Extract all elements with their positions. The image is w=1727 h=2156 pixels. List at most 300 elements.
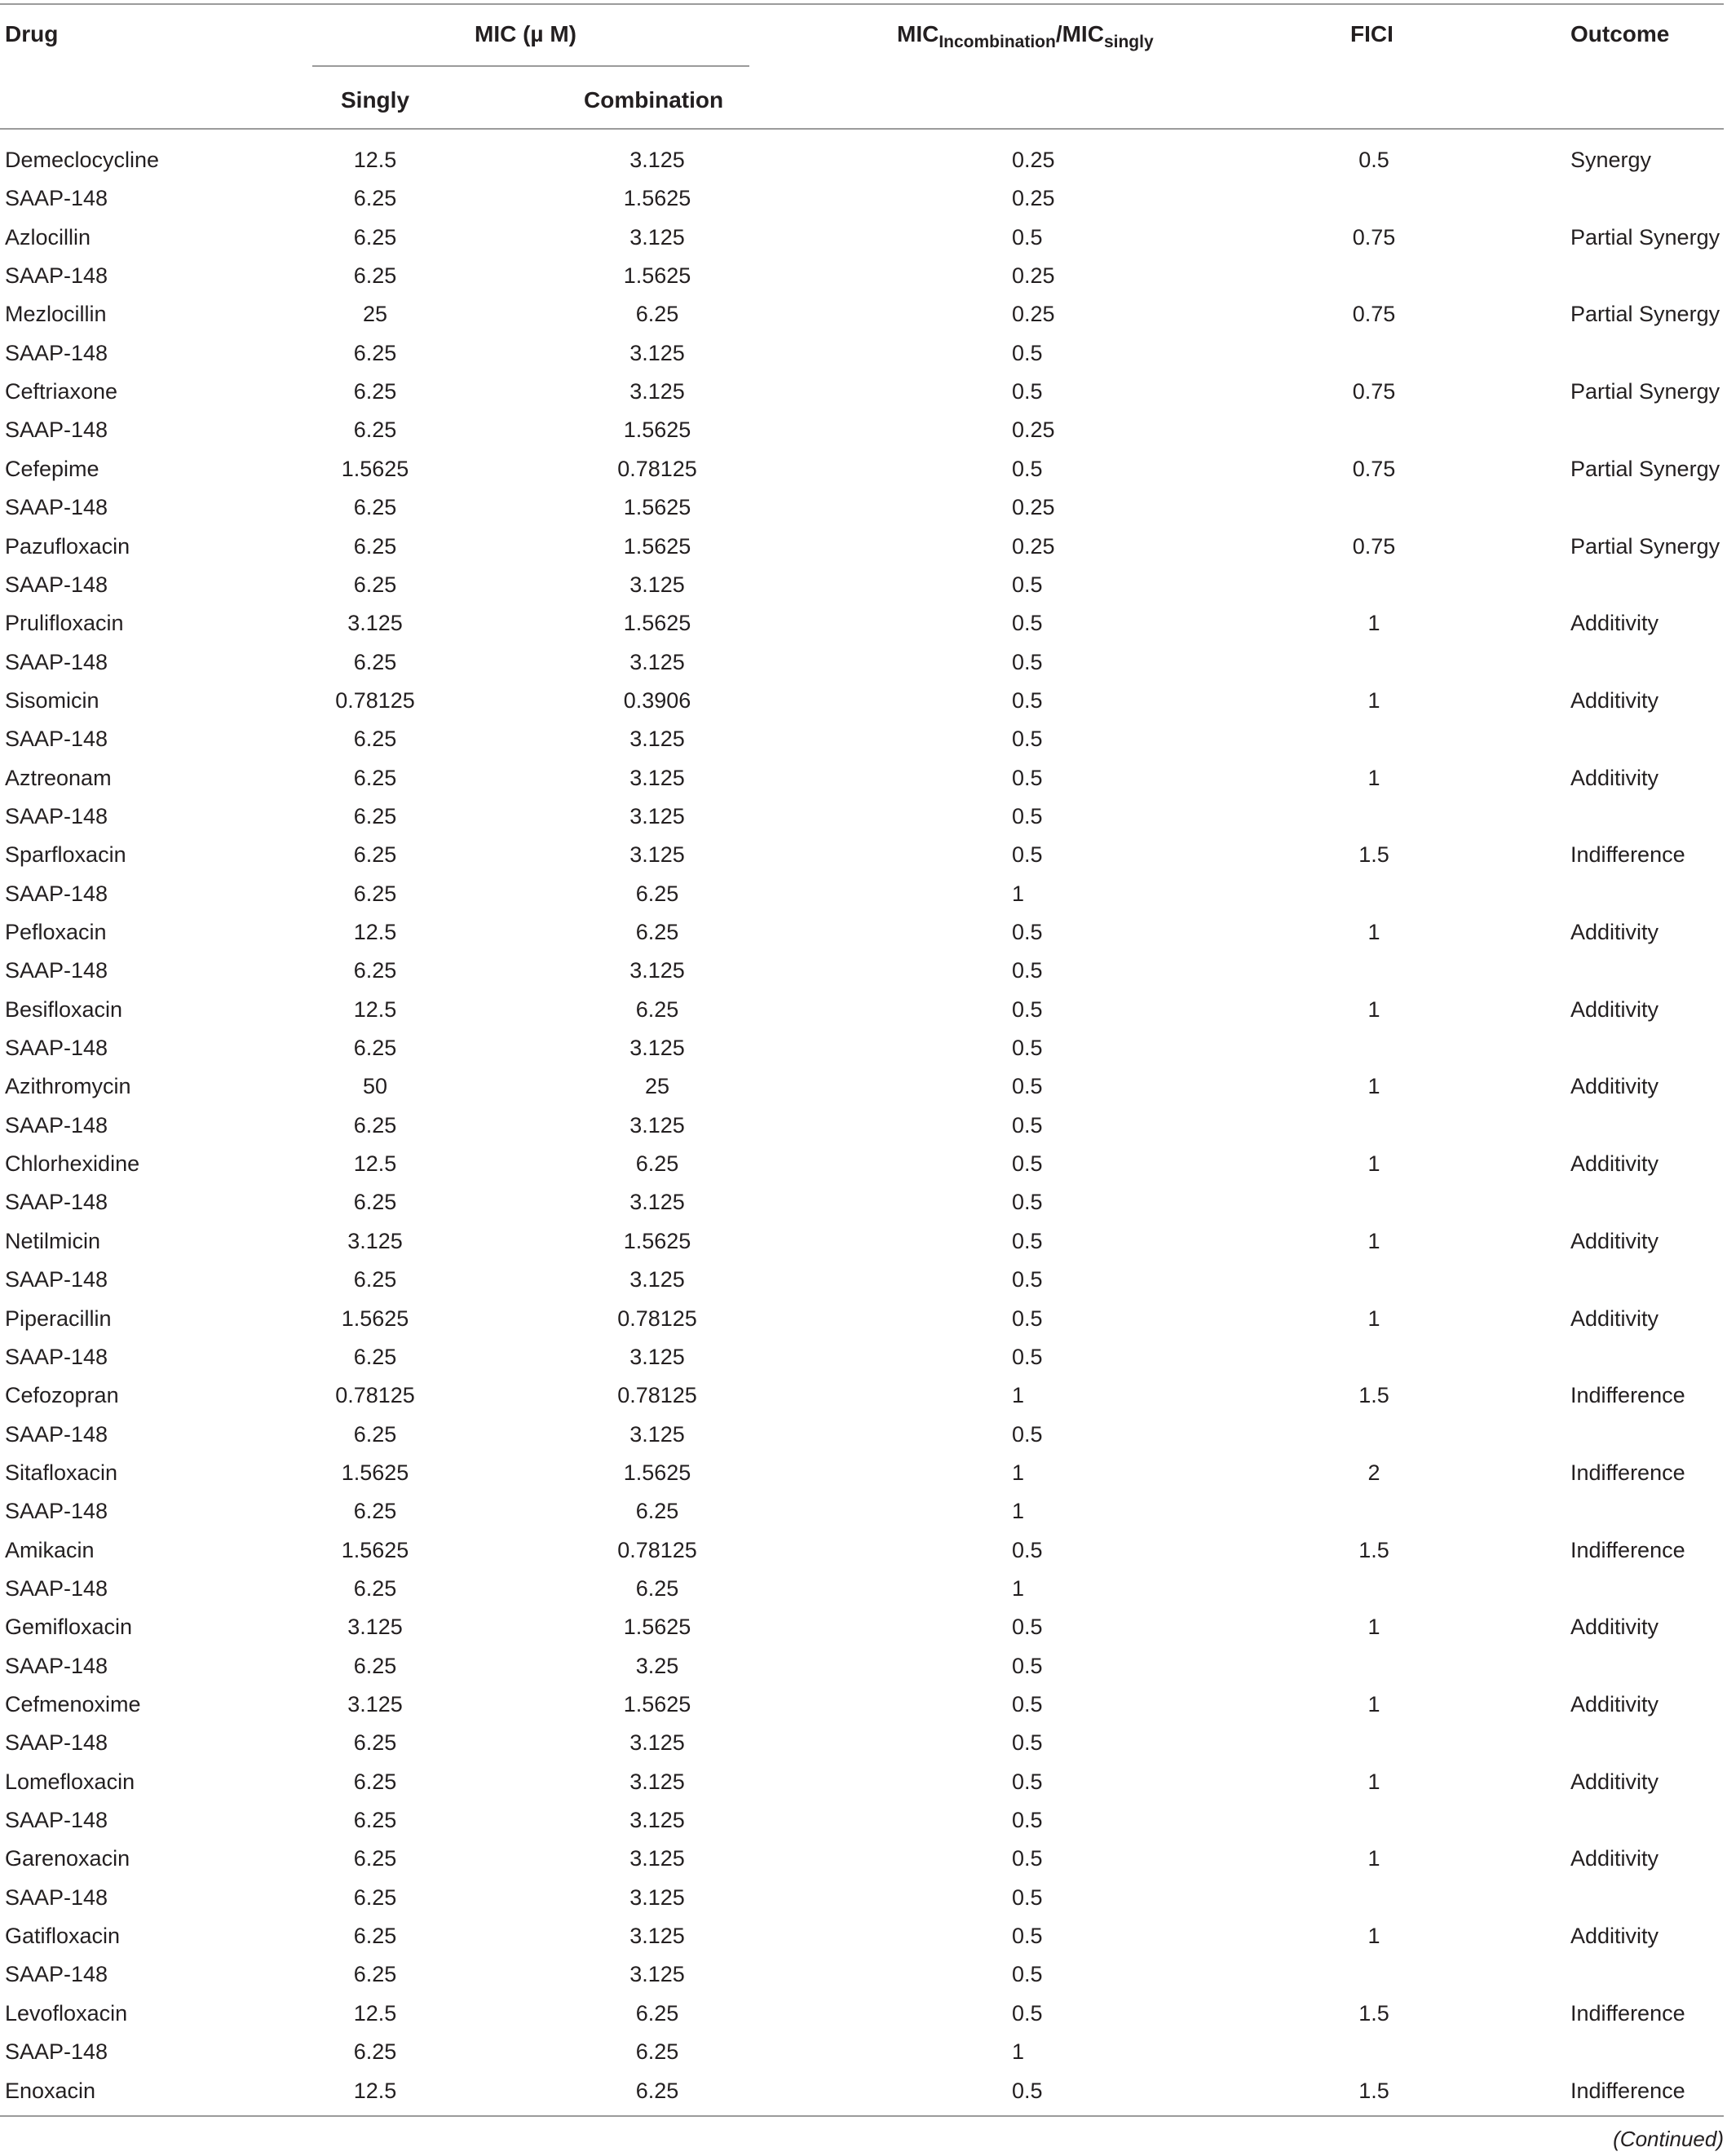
outcome-cell: Additivity	[1570, 687, 1659, 713]
outcome-cell: Additivity	[1570, 1924, 1659, 1949]
drug-cell: SAAP-148	[5, 958, 108, 983]
outcome-cell: Additivity	[1570, 1692, 1659, 1716]
table-row	[0, 796, 1727, 834]
table-row	[0, 1838, 1727, 1876]
fici-cell: 2	[1367, 1460, 1380, 1485]
drug-cell: SAAP-148	[5, 263, 108, 289]
combination-cell: 0.78125	[617, 456, 697, 481]
table-row	[0, 1646, 1727, 1684]
ratio-cell: 0.5	[1012, 1190, 1043, 1215]
drug-cell: SAAP-148	[5, 649, 108, 674]
combination-cell: 1.5625	[623, 186, 691, 211]
table-row	[0, 1606, 1727, 1645]
singly-cell: 6.25	[353, 1962, 397, 1987]
combination-cell: 3.125	[629, 1190, 685, 1215]
table-row	[0, 680, 1727, 718]
combination-cell: 3.125	[629, 224, 685, 250]
table-row	[0, 178, 1727, 216]
table-row	[0, 1684, 1727, 1722]
ratio-cell: 1	[1012, 1499, 1025, 1524]
table-row	[0, 294, 1727, 332]
table-row	[0, 1800, 1727, 1838]
drug-cell: Mezlocillin	[5, 302, 107, 327]
ratio-cell: 0.5	[1012, 1306, 1043, 1331]
drug-cell: Sisomicin	[5, 687, 99, 713]
combination-cell: 25	[644, 1074, 670, 1099]
table-row	[0, 1066, 1727, 1104]
combination-cell: 3.125	[629, 727, 685, 752]
combination-cell: 6.25	[635, 1499, 679, 1524]
combination-cell: 1.5625	[623, 611, 691, 636]
drug-cell: SAAP-148	[5, 1653, 108, 1678]
combination-cell: 3.125	[629, 340, 685, 365]
table-row	[0, 950, 1727, 988]
fici-cell: 1	[1367, 765, 1380, 790]
header-mic-group: MIC (µ M)	[475, 21, 576, 46]
ratio-cell: 0.5	[1012, 1228, 1043, 1253]
ratio-cell: 0.5	[1012, 765, 1043, 790]
table-row	[0, 139, 1727, 178]
combination-cell: 3.125	[629, 1730, 685, 1756]
drug-cell: Aztreonam	[5, 765, 112, 790]
singly-cell: 6.25	[353, 533, 397, 559]
header-drug: Drug	[5, 21, 59, 46]
ratio-cell: 0.5	[1012, 1653, 1043, 1678]
combination-cell: 6.25	[635, 2078, 679, 2103]
combination-cell: 3.125	[629, 765, 685, 790]
combination-cell: 1.5625	[623, 1692, 691, 1716]
ratio-cell: 0.5	[1012, 1112, 1043, 1138]
ratio-cell: 0.5	[1012, 224, 1043, 250]
combination-cell: 3.125	[629, 1924, 685, 1949]
table-row	[0, 1414, 1727, 1452]
table-top-rule	[0, 3, 1724, 5]
header-ratio-sub1: Incombination	[939, 33, 1056, 51]
ratio-cell: 0.5	[1012, 1036, 1043, 1061]
combination-cell: 3.125	[629, 803, 685, 828]
drug-cell: SAAP-148	[5, 418, 108, 443]
singly-cell: 6.25	[353, 1267, 397, 1292]
combination-cell: 6.25	[635, 881, 679, 906]
singly-cell: 3.125	[347, 1615, 403, 1640]
table-row	[0, 371, 1727, 409]
ratio-cell: 0.25	[1012, 302, 1055, 327]
fici-cell: 1	[1367, 1615, 1380, 1640]
outcome-cell: Partial Synergy	[1570, 379, 1720, 404]
ratio-cell: 0.25	[1012, 263, 1055, 289]
singly-cell: 12.5	[353, 996, 397, 1022]
drug-cell: Garenoxacin	[5, 1846, 130, 1871]
table-row	[0, 912, 1727, 950]
table-row	[0, 1915, 1727, 1954]
drug-cell: Amikacin	[5, 1537, 95, 1562]
table-row	[0, 1027, 1727, 1066]
drug-cell: SAAP-148	[5, 1267, 108, 1292]
outcome-cell: Partial Synergy	[1570, 533, 1720, 559]
drug-cell: SAAP-148	[5, 2039, 108, 2065]
combination-cell: 3.125	[629, 572, 685, 597]
combination-cell: 3.125	[629, 1808, 685, 1833]
fici-cell: 1	[1367, 687, 1380, 713]
table-row	[0, 2031, 1727, 2070]
combination-cell: 3.125	[629, 1846, 685, 1871]
fici-cell: 0.75	[1352, 379, 1396, 404]
ratio-cell: 0.5	[1012, 379, 1043, 404]
table-row	[0, 217, 1727, 255]
ratio-cell: 0.25	[1012, 418, 1055, 443]
ratio-cell: 0.5	[1012, 1537, 1043, 1562]
ratio-cell: 0.5	[1012, 1846, 1043, 1871]
drug-cell: SAAP-148	[5, 1112, 108, 1138]
drug-cell: Enoxacin	[5, 2078, 96, 2103]
ratio-cell: 0.25	[1012, 148, 1055, 172]
drug-cell: Sitafloxacin	[5, 1460, 118, 1485]
combination-cell: 6.25	[635, 920, 679, 944]
singly-cell: 50	[362, 1074, 388, 1099]
header-ratio-main: MIC	[897, 21, 939, 46]
singly-cell: 6.25	[353, 1499, 397, 1524]
table-row	[0, 1993, 1727, 2031]
drug-cell: Azithromycin	[5, 1074, 131, 1099]
table-row	[0, 1259, 1727, 1297]
ratio-cell: 0.5	[1012, 727, 1043, 752]
fici-cell: 1	[1367, 920, 1380, 944]
singly-cell: 6.25	[353, 958, 397, 983]
singly-cell: 3.125	[347, 611, 403, 636]
ratio-cell: 0.5	[1012, 1808, 1043, 1833]
fici-cell: 1.5	[1358, 1383, 1389, 1408]
singly-cell: 6.25	[353, 1190, 397, 1215]
drug-cell: Chlorhexidine	[5, 1151, 140, 1177]
combination-cell: 6.25	[635, 1575, 679, 1601]
outcome-cell: Additivity	[1570, 1074, 1659, 1099]
drug-cell: Demeclocycline	[5, 148, 160, 172]
outcome-cell: Indifference	[1570, 842, 1685, 868]
fici-cell: 1	[1367, 1692, 1380, 1716]
table-row	[0, 1375, 1727, 1413]
combination-cell: 3.125	[629, 1962, 685, 1987]
ratio-cell: 0.5	[1012, 687, 1043, 713]
singly-cell: 6.25	[353, 1036, 397, 1061]
table-row	[0, 642, 1727, 680]
drug-cell: Lomefloxacin	[5, 1769, 135, 1794]
drug-cell: SAAP-148	[5, 1884, 108, 1910]
outcome-cell: Indifference	[1570, 1537, 1685, 1562]
outcome-cell: Indifference	[1570, 2078, 1685, 2103]
singly-cell: 3.125	[347, 1228, 403, 1253]
ratio-cell: 0.5	[1012, 649, 1043, 674]
ratio-cell: 0.5	[1012, 842, 1043, 868]
fici-cell: 1	[1367, 1924, 1380, 1949]
outcome-cell: Additivity	[1570, 996, 1659, 1022]
combination-cell: 3.125	[629, 1769, 685, 1794]
outcome-cell: Additivity	[1570, 765, 1659, 790]
drug-cell: Gatifloxacin	[5, 1924, 121, 1949]
combination-cell: 1.5625	[623, 418, 691, 443]
table-row	[0, 1530, 1727, 1568]
table-row	[0, 1143, 1727, 1182]
singly-cell: 1.5625	[341, 1537, 409, 1562]
singly-cell: 6.25	[353, 881, 397, 906]
combination-cell: 0.78125	[617, 1537, 697, 1562]
ratio-cell: 0.5	[1012, 2000, 1043, 2026]
ratio-cell: 0.5	[1012, 1769, 1043, 1794]
drug-cell: SAAP-148	[5, 186, 108, 211]
singly-cell: 6.25	[353, 1730, 397, 1756]
combination-cell: 1.5625	[623, 533, 691, 559]
table-row	[0, 989, 1727, 1027]
singly-cell: 1.5625	[341, 456, 409, 481]
ratio-cell: 0.5	[1012, 2078, 1043, 2103]
table-row	[0, 1761, 1727, 1800]
drug-cell: SAAP-148	[5, 1575, 108, 1601]
combination-cell: 0.78125	[617, 1306, 697, 1331]
drug-cell: Gemifloxacin	[5, 1615, 133, 1640]
singly-cell: 6.25	[353, 2039, 397, 2065]
fici-cell: 1	[1367, 1306, 1380, 1331]
singly-cell: 3.125	[347, 1692, 403, 1716]
combination-cell: 1.5625	[623, 263, 691, 289]
table-row	[0, 1336, 1727, 1375]
table-row	[0, 448, 1727, 487]
header-ratio	[897, 21, 1154, 52]
combination-cell: 3.125	[629, 1421, 685, 1447]
ratio-cell: 1	[1012, 1383, 1025, 1408]
combination-cell: 3.125	[629, 1344, 685, 1369]
drug-cell: Besifloxacin	[5, 996, 123, 1022]
combination-cell: 3.125	[629, 1267, 685, 1292]
header-ratio-sub2: singly	[1103, 33, 1154, 51]
drug-cell: Pazufloxacin	[5, 533, 130, 559]
singly-cell: 12.5	[353, 2078, 397, 2103]
singly-cell: 12.5	[353, 1151, 397, 1177]
outcome-cell: Additivity	[1570, 1306, 1659, 1331]
combination-cell: 1.5625	[623, 1460, 691, 1485]
header-singly: Singly	[341, 87, 410, 113]
table-row	[0, 409, 1727, 448]
ratio-cell: 0.5	[1012, 1924, 1043, 1949]
combination-cell: 3.125	[629, 842, 685, 868]
fici-cell: 1.5	[1358, 2000, 1389, 2026]
drug-cell: Netilmicin	[5, 1228, 101, 1253]
table-row	[0, 718, 1727, 757]
drug-cell: Ceftriaxone	[5, 379, 118, 404]
ratio-cell: 0.5	[1012, 1074, 1043, 1099]
singly-cell: 1.5625	[341, 1306, 409, 1331]
combination-cell: 6.25	[635, 2000, 679, 2026]
drug-cell: SAAP-148	[5, 881, 108, 906]
table-row	[0, 873, 1727, 912]
combination-cell: 1.5625	[623, 495, 691, 520]
drug-cell: Pefloxacin	[5, 920, 107, 944]
combination-cell: 0.3906	[623, 687, 691, 713]
combination-cell: 3.25	[635, 1653, 679, 1678]
singly-cell: 6.25	[353, 572, 397, 597]
fici-cell: 0.75	[1352, 456, 1396, 481]
fici-cell: 1.5	[1358, 1537, 1389, 1562]
fici-cell: 0.5	[1358, 148, 1389, 172]
table-row	[0, 758, 1727, 796]
drug-cell: SAAP-148	[5, 1036, 108, 1061]
singly-cell: 6.25	[353, 224, 397, 250]
table-row	[0, 834, 1727, 873]
singly-cell: 6.25	[353, 1112, 397, 1138]
combination-cell: 6.25	[635, 996, 679, 1022]
table-row	[0, 2070, 1727, 2109]
singly-cell: 1.5625	[341, 1460, 409, 1485]
table-row	[0, 1298, 1727, 1336]
ratio-cell: 0.5	[1012, 1421, 1043, 1447]
singly-cell: 6.25	[353, 727, 397, 752]
ratio-cell: 0.5	[1012, 1730, 1043, 1756]
ratio-cell: 0.5	[1012, 1344, 1043, 1369]
ratio-cell: 0.5	[1012, 1884, 1043, 1910]
drug-cell: Levofloxacin	[5, 2000, 128, 2026]
drug-cell: Prulifloxacin	[5, 611, 124, 636]
singly-cell: 6.25	[353, 649, 397, 674]
table-row	[0, 1182, 1727, 1220]
drug-cell: Piperacillin	[5, 1306, 112, 1331]
ratio-cell: 0.5	[1012, 1267, 1043, 1292]
ratio-cell: 0.25	[1012, 495, 1055, 520]
combination-cell: 3.125	[629, 1112, 685, 1138]
fici-cell: 1	[1367, 1151, 1380, 1177]
fici-cell: 0.75	[1352, 224, 1396, 250]
drug-cell: SAAP-148	[5, 1190, 108, 1215]
fici-cell: 1	[1367, 611, 1380, 636]
singly-cell: 0.78125	[335, 687, 415, 713]
table-row	[0, 1954, 1727, 1992]
ratio-cell: 0.5	[1012, 1151, 1043, 1177]
singly-cell: 6.25	[353, 1344, 397, 1369]
drug-cell: Cefmenoxime	[5, 1692, 141, 1716]
ratio-cell: 0.5	[1012, 340, 1043, 365]
outcome-cell: Additivity	[1570, 1151, 1659, 1177]
outcome-cell: Additivity	[1570, 1846, 1659, 1871]
continued-note: (Continued)	[1613, 2127, 1724, 2151]
combination-cell: 6.25	[635, 1151, 679, 1177]
singly-cell: 6.25	[353, 495, 397, 520]
singly-cell: 6.25	[353, 1575, 397, 1601]
drug-cell: Cefepime	[5, 456, 99, 481]
ratio-cell: 0.25	[1012, 186, 1055, 211]
singly-cell: 12.5	[353, 2000, 397, 2026]
fici-cell: 1	[1367, 1228, 1380, 1253]
combination-cell: 3.125	[629, 1036, 685, 1061]
ratio-cell: 1	[1012, 1460, 1025, 1485]
singly-cell: 6.25	[353, 803, 397, 828]
combination-cell: 1.5625	[623, 1228, 691, 1253]
drug-cell: SAAP-148	[5, 572, 108, 597]
table-row	[0, 603, 1727, 641]
singly-cell: 6.25	[353, 1884, 397, 1910]
drug-cell: SAAP-148	[5, 1730, 108, 1756]
singly-cell: 6.25	[353, 842, 397, 868]
singly-cell: 6.25	[353, 418, 397, 443]
outcome-cell: Indifference	[1570, 2000, 1685, 2026]
table-row	[0, 1568, 1727, 1606]
drug-cell: SAAP-148	[5, 340, 108, 365]
fici-cell: 1.5	[1358, 842, 1389, 868]
ratio-cell: 0.5	[1012, 920, 1043, 944]
fici-cell: 0.75	[1352, 302, 1396, 327]
ratio-cell: 0.5	[1012, 611, 1043, 636]
singly-cell: 6.25	[353, 1769, 397, 1794]
drug-cell: SAAP-148	[5, 495, 108, 520]
fici-cell: 1	[1367, 1074, 1380, 1099]
table-row	[0, 333, 1727, 371]
combination-cell: 0.78125	[617, 1383, 697, 1408]
singly-cell: 12.5	[353, 148, 397, 172]
outcome-cell: Indifference	[1570, 1383, 1685, 1408]
ratio-cell: 0.5	[1012, 1692, 1043, 1716]
outcome-cell: Synergy	[1570, 148, 1652, 172]
outcome-cell: Partial Synergy	[1570, 224, 1720, 250]
table-row	[0, 487, 1727, 525]
ratio-cell: 1	[1012, 2039, 1025, 2065]
table-row	[0, 526, 1727, 564]
header-ratio-sep: /MIC	[1055, 21, 1104, 46]
ratio-cell: 1	[1012, 881, 1025, 906]
drug-cell: SAAP-148	[5, 727, 108, 752]
outcome-cell: Additivity	[1570, 920, 1659, 944]
fici-cell: 1	[1367, 996, 1380, 1022]
singly-cell: 6.25	[353, 1846, 397, 1871]
combination-cell: 3.125	[629, 1884, 685, 1910]
drug-cell: SAAP-148	[5, 1344, 108, 1369]
singly-cell: 6.25	[353, 263, 397, 289]
singly-cell: 6.25	[353, 1421, 397, 1447]
table-header-rule	[0, 128, 1724, 130]
drug-cell: Cefozopran	[5, 1383, 119, 1408]
table-row	[0, 1221, 1727, 1259]
singly-cell: 0.78125	[335, 1383, 415, 1408]
header-mic-underline	[312, 65, 749, 67]
combination-cell: 3.125	[629, 958, 685, 983]
fici-cell: 1.5	[1358, 2078, 1389, 2103]
table-bottom-rule	[0, 2115, 1724, 2117]
drug-cell: SAAP-148	[5, 1499, 108, 1524]
combination-cell: 6.25	[635, 2039, 679, 2065]
ratio-cell: 0.5	[1012, 1615, 1043, 1640]
combination-cell: 6.25	[635, 302, 679, 327]
singly-cell: 12.5	[353, 920, 397, 944]
combination-cell: 3.125	[629, 148, 685, 172]
table-row	[0, 1452, 1727, 1491]
ratio-cell: 0.5	[1012, 996, 1043, 1022]
singly-cell: 6.25	[353, 1653, 397, 1678]
header-outcome: Outcome	[1570, 21, 1670, 46]
ratio-cell: 0.25	[1012, 533, 1055, 559]
table-row	[0, 255, 1727, 294]
ratio-cell: 0.5	[1012, 803, 1043, 828]
combination-cell: 1.5625	[623, 1615, 691, 1640]
drug-cell: Azlocillin	[5, 224, 91, 250]
table-row	[0, 1877, 1727, 1915]
table-row	[0, 564, 1727, 603]
drug-cell: SAAP-148	[5, 1421, 108, 1447]
drug-cell: SAAP-148	[5, 1808, 108, 1833]
ratio-cell: 1	[1012, 1575, 1025, 1601]
ratio-cell: 0.5	[1012, 958, 1043, 983]
fici-cell: 1	[1367, 1769, 1380, 1794]
combination-cell: 3.125	[629, 649, 685, 674]
drug-cell: SAAP-148	[5, 1962, 108, 1987]
fici-cell: 0.75	[1352, 533, 1396, 559]
table-row	[0, 1105, 1727, 1143]
ratio-cell: 0.5	[1012, 1962, 1043, 1987]
outcome-cell: Additivity	[1570, 1615, 1659, 1640]
